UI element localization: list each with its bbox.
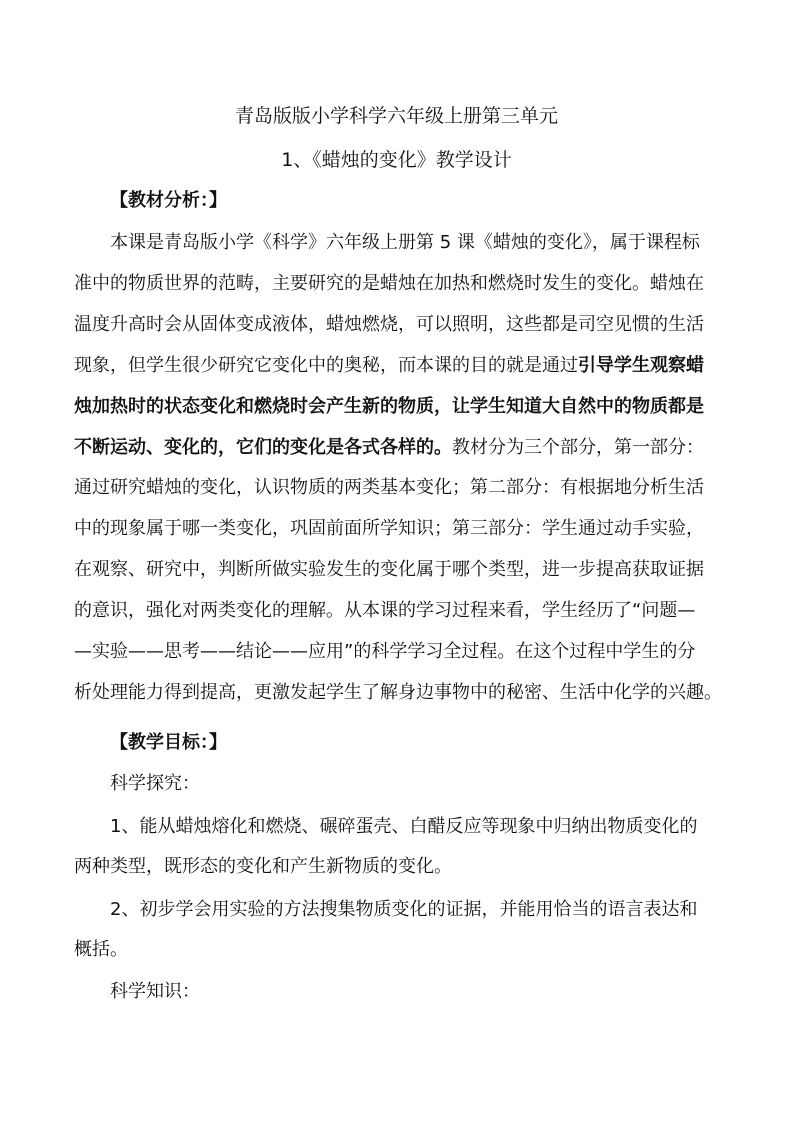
analysis-line (74, 395, 704, 419)
analysis-line (74, 313, 704, 337)
subheading-science-inquiry: 科学探究： (110, 773, 200, 794)
objective-item-1-line-2: 两种类型，既形态的变化和产生新物质的变化。 (74, 856, 452, 877)
subheading-science-knowledge: 科学知识： (110, 981, 200, 1002)
body-text: 的意识，强化对两类变化的理解。从本课的学习过程来看，学生经历了“问题— (74, 600, 696, 621)
body-text: 通过研究蜡烛的变化，认识物质的两类基本变化；第二部分：有根据地分析生活 (74, 477, 704, 498)
body-text: 中的现象属于哪一类变化，巩固前面所学知识；第三部分：学生通过动手实验， (74, 518, 704, 539)
emphasized-text: 不断运动、变化的，它们的变化是各式各样的。 (74, 437, 452, 458)
emphasized-text: 引导学生观察蜡 (578, 355, 704, 376)
analysis-line (74, 354, 704, 378)
analysis-line (74, 681, 722, 705)
body-text: 析处理能力得到提高，更激发起学生了解身边事物中的秘密、生活中化学的兴趣。 (74, 682, 722, 703)
analysis-line (74, 517, 704, 541)
body-text: 在观察、研究中，判断所做实验发生的变化属于哪个类型，进一步提高获取证据 (74, 559, 704, 580)
document-subtitle: 1、《蜡烛的变化》教学设计 (281, 149, 512, 171)
analysis-line (74, 599, 695, 623)
analysis-line (74, 476, 704, 500)
section-heading-objectives: 【教学目标：】 (110, 732, 227, 753)
body-text: 准中的物质世界的范畴，主要研究的是蜡烛在加热和燃烧时发生的变化。蜡烛在 (74, 273, 704, 294)
objective-item-2-line-2: 概括。 (74, 939, 128, 960)
body-text: 温度升高时会从固体变成液体，蜡烛燃烧，可以照明，这些都是司空见惯的生活 (74, 314, 704, 335)
analysis-line (110, 231, 700, 255)
body-text: 本课是青岛版小学《科学》六年级上册第 5 课《蜡烛的变化》，属于课程标 (110, 232, 700, 253)
analysis-line (74, 558, 704, 582)
body-text: 教材分为三个部分，第一部分： (452, 437, 704, 458)
document-title: 青岛版版小学科学六年级上册第三单元 (234, 105, 558, 127)
analysis-line (74, 640, 695, 664)
emphasized-text: 烛加热时的状态变化和燃烧时会产生新的物质，让学生知道大自然中的物质都是 (74, 396, 704, 417)
body-text: 现象，但学生很少研究它变化中的奥秘，而本课的目的就是通过 (74, 355, 578, 376)
analysis-line (74, 436, 704, 460)
objective-item-2-line-1: 2、初步学会用实验的方法搜集物质变化的证据，并能用恰当的语言表达和 (110, 899, 698, 920)
body-text: —实验——思考——结论——应用”的科学学习全过程。在这个过程中学生的分 (74, 641, 696, 662)
objective-item-1-line-1: 1、能从蜡烛熔化和燃烧、碾碎蛋壳、白醋反应等现象中归纳出物质变化的 (110, 816, 698, 837)
analysis-line (74, 272, 704, 296)
section-heading-analysis: 【教材分析：】 (110, 190, 227, 211)
